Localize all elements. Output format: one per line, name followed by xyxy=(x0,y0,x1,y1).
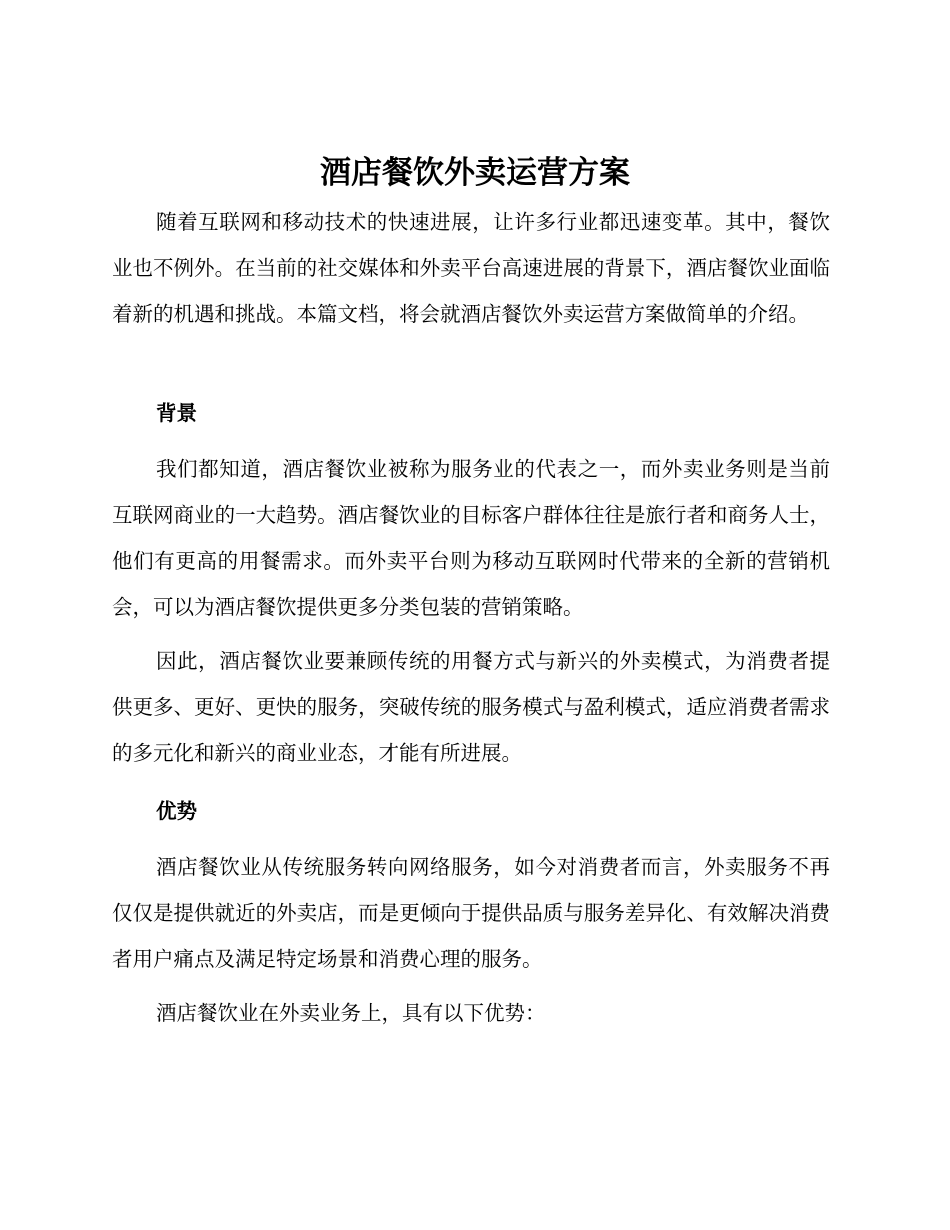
intro-paragraph: 随着互联网和移动技术的快速进展，让许多行业都迅速变革。其中，餐饮业也不例外。在当前的社交媒体和外卖平台高速进展的背景下，酒店餐饮业面临着新的机遇和挑战。本篇文档，将会就酒店餐饮外卖运营方案做简单的介绍。 xyxy=(112,210,830,326)
document-title: 酒店餐饮外卖运营方案 xyxy=(320,155,630,191)
advantages-paragraph-2: 酒店餐饮业在外卖业务上，具有以下优势： xyxy=(156,1001,546,1025)
section-heading-background: 背景 xyxy=(156,401,197,425)
section-heading-advantages: 优势 xyxy=(156,799,197,823)
background-paragraph-2: 因此，酒店餐饮业要兼顾传统的用餐方式与新兴的外卖模式，为消费者提供更多、更好、更快的服务，突破传统的服务模式与盈利模式，适应消费者需求的多元化和新兴的商业业态，才能有所进展。 xyxy=(112,649,830,765)
background-paragraph-1: 我们都知道，酒店餐饮业被称为服务业的代表之一，而外卖业务则是当前互联网商业的一大趋势。酒店餐饮业的目标客户群体往往是旅行者和商务人士，他们有更高的用餐需求。而外卖平台则为移动互联网时代带来的全新的营销机会，可以为酒店餐饮提供更多分类包装的营销策略。 xyxy=(112,457,830,619)
advantages-paragraph-1: 酒店餐饮业从传统服务转向网络服务，如今对消费者而言，外卖服务不再仅仅是提供就近的外卖店，而是更倾向于提供品质与服务差异化、有效解决消费者用户痛点及满足特定场景和消费心理的服务。 xyxy=(112,855,830,971)
